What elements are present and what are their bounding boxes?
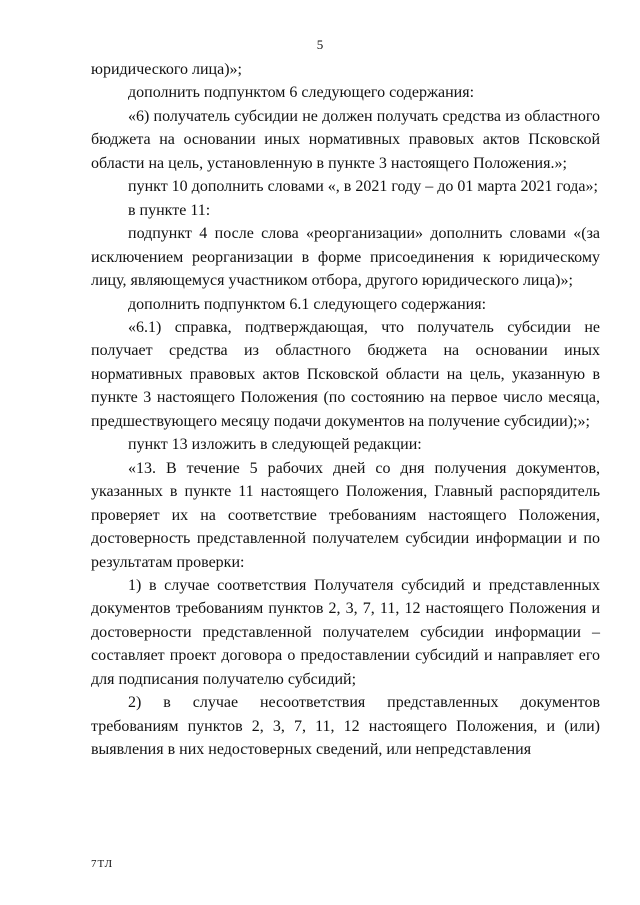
paragraph: «6.1) справка, подтверждающая, что получатель субсидии не получает средства из областного бюджета на основании иных нормативных правовых актов Псковской области на цель, указанную в пункте 3 настоящего Положения (по состоянию на первое число месяца, предшествующего месяцу подачи документов на получение субсидии);»; [91, 318, 600, 430]
document-body [91, 58, 600, 762]
page-number: 5 [316, 37, 324, 52]
paragraph: подпункт 4 после слова «реорганизации» дополнить словами «(за исключением реорганизации в форме присоединения к юридическому лицу, являющемуся участником отбора, другого юридического лица)»; [91, 225, 600, 290]
paragraph: 2) в случае несоответствия представленных документов требованиям пунктов 2, 3, 7, 11, 12 настоящего Положения, и (или) выявления в них недостоверных сведений, или непредставления [91, 694, 600, 759]
paragraph: пункт 13 изложить в следующей редакции: [128, 436, 422, 454]
paragraph: в пункте 11: [128, 201, 211, 219]
paragraph: дополнить подпунктом 6.1 следующего содержания: [128, 295, 487, 313]
paragraph: «13. В течение 5 рабочих дней со дня получения документов, указанных в пункте 11 настоящего Положения, Главный распорядитель проверяет их на соответствие требованиям настоящего Положения, достоверность представленной получателем субсидии информации и по результатам проверки: [91, 459, 600, 571]
paragraph: юридического лица)»; [91, 61, 242, 78]
footer-code: 7ТЛ [91, 858, 114, 870]
paragraph: 1) в случае соответствия Получателя субсидий и представленных документов требованиям пунктов 2, 3, 7, 11, 12 настоящего Положения и достоверности представленной получателем субсидии информации – составляет проект договора о предоставлении субсидий и направляет его для подписания получателю субсидий; [91, 576, 600, 688]
paragraph: дополнить подпунктом 6 следующего содержания: [128, 84, 475, 102]
paragraph: «6) получатель субсидии не должен получать средства из областного бюджета на основании иных нормативных правовых актов Псковской области на цель, установленную в пункте 3 настоящего Положения.»; [91, 107, 600, 172]
paragraph: пункт 10 дополнить словами «, в 2021 году – до 01 марта 2021 года»; [128, 178, 598, 196]
